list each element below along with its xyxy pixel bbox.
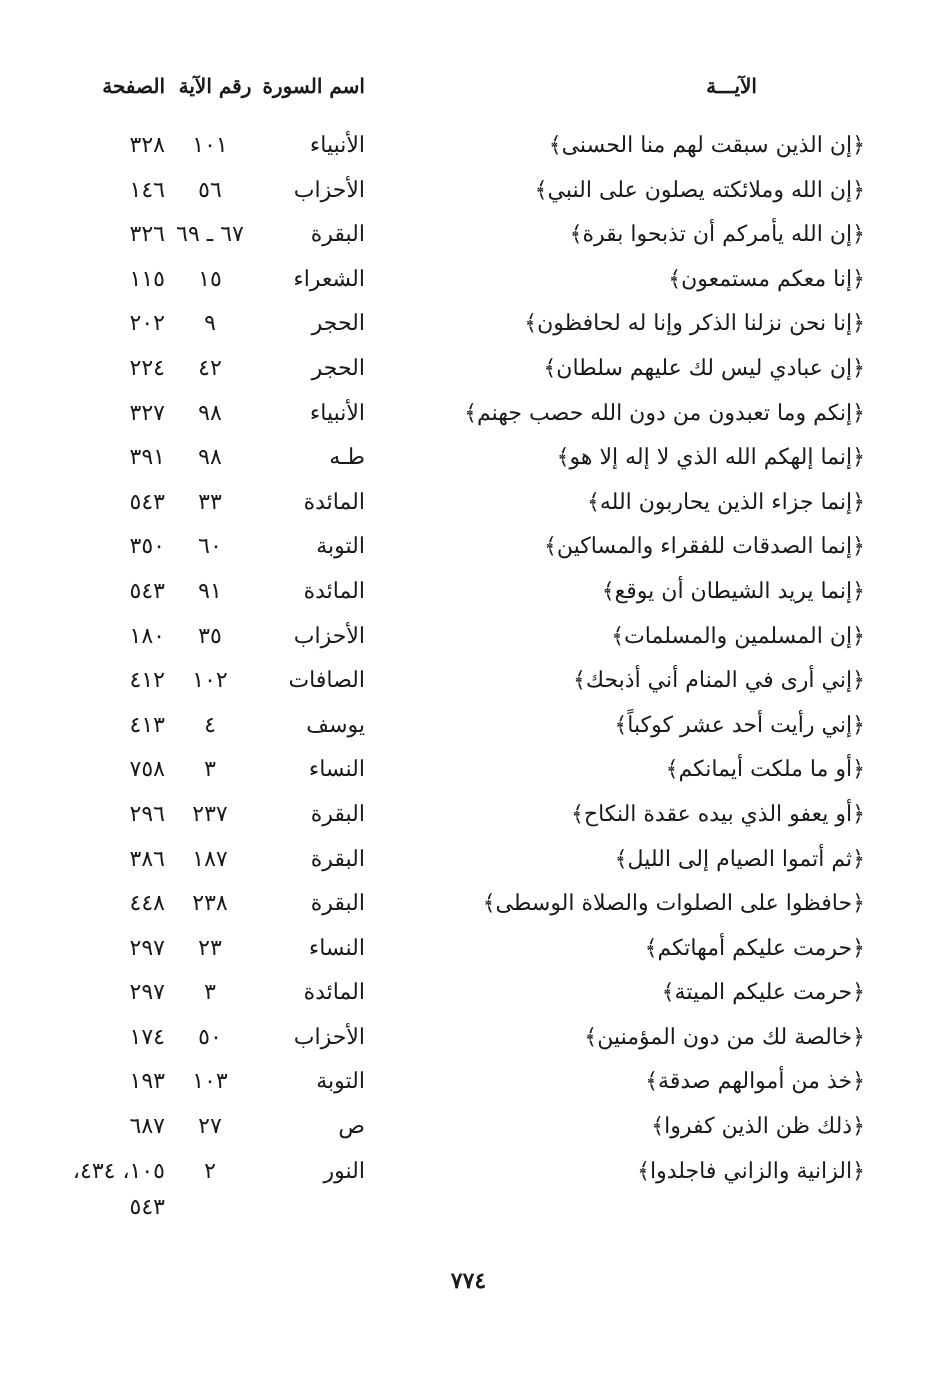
header-verse: الآيـــة — [706, 74, 757, 98]
page-ref: ٤١٣ — [129, 712, 165, 738]
table-row — [0, 392, 937, 437]
verse-text: ﴿إنما جزاء الذين يحاربون الله﴾ — [586, 489, 865, 515]
table-row — [0, 169, 937, 214]
verse-text: ﴿أو يعفو الذي بيده عقدة النكاح﴾ — [571, 801, 865, 827]
surah-name: البقرة — [310, 801, 365, 827]
surah-name: النور — [323, 1158, 365, 1184]
ayah-number: ٦٧ ـ ٦٩ — [176, 222, 244, 248]
surah-name: البقرة — [310, 846, 365, 872]
page-ref: ٢٩٧ — [129, 935, 165, 961]
table-row — [0, 793, 937, 838]
table-row — [0, 481, 937, 526]
verse-text: ﴿إني رأيت أحد عشر كوكباً﴾ — [614, 712, 865, 738]
ayah-number: ٢ — [204, 1158, 216, 1184]
table-row — [0, 704, 937, 749]
ayah-number: ٩ — [204, 311, 216, 337]
page-ref: ٣٨٦ — [129, 846, 165, 872]
ayah-number: ٢٧ — [198, 1114, 222, 1140]
page-ref: ٦٨٧ — [129, 1114, 165, 1140]
table-row — [0, 838, 937, 883]
page-ref: ٣٥٠ — [129, 534, 165, 560]
table-row — [0, 347, 937, 392]
verse-text: ﴿ثم أتموا الصيام إلى الليل﴾ — [614, 846, 865, 872]
verse-text: ﴿ذلك ظن الذين كفروا﴾ — [651, 1114, 865, 1140]
ayah-number: ٢٣٨ — [192, 891, 228, 917]
ayah-number: ١٨٧ — [192, 846, 228, 872]
ayah-number: ٣ — [204, 980, 216, 1006]
header-surah: اسم السورة — [262, 74, 365, 98]
ayah-number: ٤٢ — [198, 355, 222, 381]
table-row — [0, 1105, 937, 1150]
table-row — [0, 927, 937, 972]
page-ref: ٣٢٨ — [129, 133, 165, 158]
ayah-number: ١٥ — [198, 266, 222, 292]
table-row — [0, 659, 937, 704]
surah-name: البقرة — [310, 222, 365, 248]
table-row — [0, 1150, 937, 1195]
surah-name: المائدة — [303, 578, 365, 604]
table-row — [0, 302, 937, 347]
ayah-number: ٢٣٧ — [192, 801, 228, 827]
verse-text: ﴿إنما الصدقات للفقراء والمساكين﴾ — [544, 534, 865, 560]
table-header — [0, 74, 937, 110]
verse-text: ﴿خالصة لك من دون المؤمنين﴾ — [584, 1024, 865, 1050]
header-ayah: رقم الآية — [178, 74, 252, 98]
verse-text: ﴿إن الله وملائكته يصلون على النبي﴾ — [534, 177, 865, 203]
verse-text: ﴿إني أرى في المنام أني أذبحك﴾ — [573, 668, 865, 694]
surah-name: ص — [338, 1114, 365, 1140]
page-ref: ٢٠٢ — [129, 311, 165, 337]
verse-text: ﴿إن الذين سبقت لهم منا الحسنى﴾ — [548, 133, 865, 158]
page-ref: ٢٩٦ — [129, 801, 165, 827]
verse-text: ﴿حافظوا على الصلوات والصلاة الوسطى﴾ — [482, 891, 865, 917]
page-ref: ١٠٥، ٤٣٤، — [72, 1158, 165, 1184]
surah-name: المائدة — [303, 980, 365, 1006]
surah-name: المائدة — [303, 489, 365, 515]
surah-name: الأنبياء — [309, 400, 365, 426]
table-row — [0, 748, 937, 793]
page-ref: ١٧٤ — [129, 1024, 165, 1050]
page-ref: ٣٢٧ — [129, 400, 165, 426]
ayah-number: ١٠٢ — [192, 668, 228, 694]
surah-name: النساء — [308, 935, 365, 961]
table-row — [0, 525, 937, 570]
verse-text: ﴿إن المسلمين والمسلمات﴾ — [611, 623, 865, 649]
ayah-number: ١٠١ — [192, 133, 228, 158]
ayah-number: ٤ — [204, 712, 216, 738]
surah-name: الحجر — [311, 355, 365, 381]
verse-text: ﴿حرمت عليكم الميتة﴾ — [661, 980, 865, 1006]
index-rows — [0, 124, 937, 1194]
verse-text: ﴿إنا معكم مستمعون﴾ — [668, 266, 865, 292]
verse-text: ﴿خذ من أموالهم صدقة﴾ — [645, 1069, 865, 1095]
page-ref: ٣٩١ — [129, 445, 165, 471]
surah-name: التوبة — [316, 1069, 365, 1095]
ayah-number: ٩٨ — [198, 445, 222, 471]
table-row — [0, 882, 937, 927]
surah-name: يوسف — [306, 712, 365, 738]
surah-name: الشعراء — [293, 266, 365, 292]
ayah-number: ٢٣ — [198, 935, 222, 961]
page-ref: ١٨٠ — [129, 623, 165, 649]
table-row — [0, 1060, 937, 1105]
ayah-number: ٥٦ — [198, 177, 222, 203]
table-row — [0, 1016, 937, 1061]
surah-name: الصافات — [288, 668, 365, 694]
ayah-number: ٩٨ — [198, 400, 222, 426]
page-ref: ٣٢٦ — [129, 222, 165, 248]
table-row — [0, 436, 937, 481]
ayah-number: ١٠٣ — [192, 1069, 228, 1095]
verse-text: ﴿إن عبادي ليس لك عليهم سلطان﴾ — [543, 355, 865, 381]
verse-text: ﴿إنما يريد الشيطان أن يوقع﴾ — [601, 578, 865, 604]
page-ref: ٤٤٨ — [129, 891, 165, 917]
ayah-number: ٦٠ — [198, 534, 222, 560]
ayah-number: ٣٣ — [198, 489, 222, 515]
page-ref: ٥٤٣ — [129, 578, 165, 604]
verse-text: ﴿إنكم وما تعبدون من دون الله حصب جهنم﴾ — [464, 400, 865, 426]
verse-text: ﴿إنما إلهكم الله الذي لا إله إلا هو﴾ — [556, 445, 865, 471]
surah-name: الأحزاب — [293, 177, 365, 203]
surah-name: الأحزاب — [293, 1024, 365, 1050]
page-ref: ٤١٢ — [129, 668, 165, 694]
header-page: الصفحة — [102, 74, 165, 98]
surah-name: الحجر — [311, 311, 365, 337]
page-ref: ١٩٣ — [129, 1069, 165, 1095]
ayah-number: ٥٠ — [198, 1024, 222, 1050]
surah-name: التوبة — [316, 534, 365, 560]
page-ref: ٥٤٣ — [129, 489, 165, 515]
verse-text: ﴿حرمت عليكم أمهاتكم﴾ — [644, 935, 865, 961]
table-row — [0, 971, 937, 1016]
page-ref-continuation: ٥٤٣ — [129, 1195, 165, 1220]
ayah-number: ٩١ — [198, 578, 222, 604]
table-row — [0, 213, 937, 258]
surah-name: البقرة — [310, 891, 365, 917]
page-number: ٧٧٤ — [450, 1268, 487, 1294]
table-row — [0, 615, 937, 660]
page-ref: ٧٥٨ — [129, 757, 165, 783]
page-ref: ١٤٦ — [129, 177, 165, 203]
verse-text: ﴿الزانية والزاني فاجلدوا﴾ — [637, 1158, 865, 1184]
verse-text: ﴿إن الله يأمركم أن تذبحوا بقرة﴾ — [569, 222, 865, 248]
surah-name: الأحزاب — [293, 623, 365, 649]
surah-name: طـه — [329, 445, 365, 471]
table-row — [0, 124, 937, 169]
page-ref: ١١٥ — [129, 266, 165, 292]
table-row — [0, 570, 937, 615]
table-row — [0, 258, 937, 303]
surah-name: النساء — [308, 757, 365, 783]
surah-name: الأنبياء — [309, 133, 365, 158]
verse-text: ﴿أو ما ملكت أيمانكم﴾ — [665, 757, 865, 783]
page-ref: ٢٩٧ — [129, 980, 165, 1006]
verse-text: ﴿إنا نحن نزلنا الذكر وإنا له لحافظون﴾ — [524, 311, 865, 337]
ayah-number: ٣ — [204, 757, 216, 783]
ayah-number: ٣٥ — [198, 623, 222, 649]
page-ref: ٢٢٤ — [129, 355, 165, 381]
